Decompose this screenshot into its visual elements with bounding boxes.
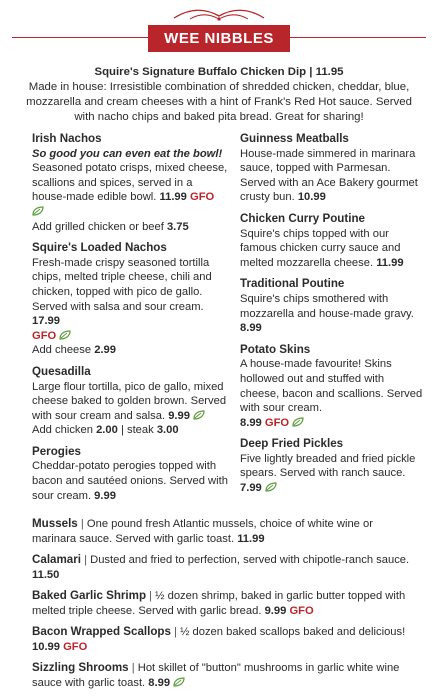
gfo-badge: GFO (289, 604, 314, 617)
section-title: WEE NIBBLES (148, 25, 290, 52)
item-name: Quesadilla (32, 364, 91, 378)
item-name: Sizzling Shrooms (32, 661, 129, 674)
menu-item-loaded-nachos (32, 241, 228, 358)
menu-item-potato-skins (240, 343, 426, 431)
item-separator: | (146, 590, 156, 602)
item-price: 8.99 (148, 676, 171, 689)
item-price: 9.99 (264, 604, 287, 617)
item-description: Squire's chips topped with our famous chicken curry sauce and melted mozzarella cheese. (240, 227, 401, 269)
item-description: One pound fresh Atlantic mussels, choice of white wine or marinara sauce. Served with garlic toast. (32, 518, 373, 545)
leaf-icon (173, 677, 185, 687)
item-name: Calamari (32, 553, 81, 566)
item-description: Large flour tortilla, pico de gallo, mixed cheese baked to golden brown. Served with sour cream and salsa. (32, 380, 227, 422)
menu-item-mussels (32, 517, 420, 546)
item-addon-2-price: 3.00 (156, 424, 179, 437)
item-price: 7.99 (240, 482, 262, 495)
item-price: 11.99 (376, 256, 404, 269)
item-name: Irish Nachos (32, 132, 102, 145)
item-price: 9.99 (94, 489, 116, 502)
item-description: Hot skillet of "button" mushrooms in garlic white wine sauce with garlic toast. (32, 662, 400, 689)
item-description: Seasoned potato crisps, mixed cheese, scallions and spices, served in a house-made edible bowl. (32, 162, 228, 204)
gfo-badge: GFO (190, 191, 215, 204)
item-separator: | (77, 518, 87, 530)
item-price: 9.99 (168, 409, 190, 422)
item-addon: Add cheese (32, 344, 95, 357)
right-column (240, 132, 426, 503)
item-addon-price: 2.99 (94, 344, 116, 357)
menu-item-quesadilla (32, 365, 228, 438)
menu-item-sizzling-shrooms (32, 661, 420, 690)
featured-item-description: Made in house: Irresistible combination of shredded chicken, cheddar, blue, mozzarella and cream cheeses with a hint of Frank's Red Hot sauce. Served with nacho chips and baked pita bread. Great for sharing! (26, 81, 412, 123)
item-name: Mussels (32, 517, 78, 530)
item-name: Baked Garlic Shrimp (32, 589, 147, 602)
item-price: 8.99 (240, 322, 262, 335)
item-price: 10.99 (297, 191, 326, 204)
menu-item-chicken-curry-poutine (240, 212, 426, 270)
item-name: Squire's Loaded Nachos (32, 241, 167, 255)
item-separator: | (170, 626, 181, 638)
leaf-icon (193, 410, 205, 420)
menu-item-deep-fried-pickles (240, 437, 426, 495)
featured-item-name: Squire's Signature Buffalo Chicken Dip (94, 66, 307, 78)
item-name: Deep Fried Pickles (240, 437, 344, 451)
item-price: 10.99 (32, 640, 60, 653)
ornament-flourish-icon (0, 6, 438, 24)
item-addon: Add grilled chicken or beef (32, 220, 167, 233)
item-addon-2: steak (126, 424, 157, 437)
item-price: 11.50 (32, 568, 60, 581)
gfo-badge: GFO (32, 329, 57, 342)
item-name: Bacon Wrapped Scallops (32, 625, 171, 638)
item-name: Traditional Poutine (240, 277, 345, 291)
item-price: 11.99 (159, 191, 187, 204)
menu-item-bacon-wrapped-scallops (32, 625, 420, 654)
item-description: Fresh-made crispy seasoned tortilla chips, melted triple cheese, chili and chicken, topped with pico de gallo. Served with salsa and sour cream. (32, 256, 212, 313)
menu-item-baked-garlic-shrimp (32, 589, 420, 618)
item-description: House-made simmered in marinara sauce, topped with Parmesan. Served with an Ace Bakery gourmet crusty bun. (240, 147, 418, 204)
gfo-badge: GFO (264, 416, 290, 429)
item-description: ½ dozen baked scallops baked and delicious! (180, 626, 406, 638)
item-addon-price: 3.75 (166, 220, 189, 233)
item-separator: | (128, 662, 138, 674)
menu-item-guinness-meatballs (240, 132, 426, 205)
menu-item-irish-nachos (32, 132, 228, 234)
menu-item-perogies (32, 445, 228, 503)
item-name: Potato Skins (240, 342, 311, 356)
item-addon: Add chicken (32, 424, 97, 437)
item-price: 11.99 (237, 532, 265, 545)
item-addon-price: 2.00 (96, 424, 118, 437)
featured-item-price: 11.95 (315, 66, 344, 78)
item-name: Chicken Curry Poutine (240, 211, 365, 225)
leaf-icon (265, 482, 277, 492)
item-price: 17.99 (32, 315, 60, 328)
item-tagline: So good you can even eat the bowl! (32, 147, 223, 160)
menu-item-calamari (32, 553, 420, 582)
item-description: Squire's chips smothered with mozzarella and house-made gravy. (240, 292, 414, 320)
leaf-icon (59, 330, 71, 340)
item-addon-separator: | (117, 424, 127, 437)
item-name: Perogies (32, 444, 81, 458)
menu-columns (32, 132, 423, 510)
featured-item-separator: | (309, 66, 313, 78)
item-description: A house-made favourite! Skins hollowed out and stuffed with cheese, bacon and scallions. Served with sour cream. (240, 358, 423, 415)
item-description: ½ dozen shrimp, baked in garlic butter topped with melted triple cheese. Served with garlic bread. (32, 590, 406, 617)
section-header (12, 23, 426, 53)
menu-item-traditional-poutine (240, 277, 426, 335)
item-name: Guinness Meatballs (240, 132, 349, 145)
left-column (32, 132, 228, 510)
gfo-badge: GFO (63, 640, 88, 653)
item-description: Cheddar-potato perogies topped with bacon and sautéed onions. Served with sour cream. (32, 460, 228, 502)
featured-item (20, 65, 418, 125)
item-description: Dusted and fried to perfection, served with chipotle-ranch sauce. (90, 554, 410, 566)
item-price: 8.99 (240, 416, 262, 429)
leaf-icon (32, 206, 44, 216)
leaf-icon (292, 417, 304, 427)
item-description: Five lightly breaded and fried pickle spears. Served with ranch sauce. (240, 452, 416, 480)
item-separator: | (80, 554, 91, 566)
